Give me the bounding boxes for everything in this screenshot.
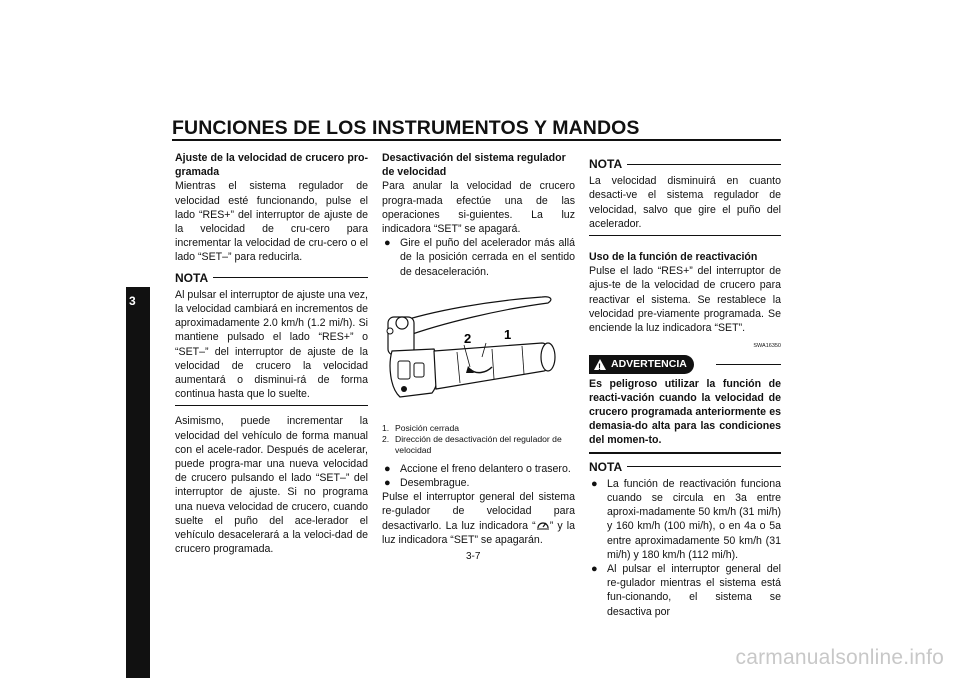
- list-item: ● Accione el freno delantero o trasero.: [384, 462, 571, 475]
- chapter-number: 3: [129, 294, 136, 308]
- note-header: [589, 157, 781, 171]
- note-rule: [627, 466, 781, 467]
- note-rule: [213, 277, 368, 278]
- reservoir-cap-shape: [396, 317, 408, 329]
- paragraph: Mientras el sistema regulador de velocidad esté funcionando, pulse el lado “RES+” del interruptor de ajuste de la velocidad de cru-cero para incrementar la velocidad de cru-cero o el lado “SET–” para reducirla.: [175, 180, 368, 264]
- bullet-icon: ●: [384, 462, 391, 475]
- bullet-icon: ●: [591, 563, 598, 576]
- page-title: FUNCIONES DE LOS INSTRUMENTOS Y MANDOS: [172, 117, 640, 139]
- cruise-indicator-icon: [536, 519, 550, 530]
- header-rule: [172, 139, 781, 141]
- paragraph: Asimismo, puede incrementar la velocidad del vehículo de forma manual con el acele-rador. Después de acelerar, puede progra-mar una nueva velocidad de crucero pulsando el lado “SET–” del interruptor de ajuste. Si no programa una nueva velocidad de crucero, cuando suelte el puño del ace-lerador el vehículo desacelerará a la veloci-dad de crucero programada.: [175, 415, 368, 556]
- bar-end-shape: [541, 343, 555, 371]
- warning-rule: [716, 364, 781, 365]
- bullet-icon: ●: [591, 477, 598, 490]
- middle-column: [382, 151, 575, 547]
- handlebar-illustration: [382, 293, 575, 421]
- note-end-rule: [589, 235, 781, 236]
- bullet-icon: ●: [384, 477, 391, 490]
- figure-caption: 1. Posición cerrada 2. Dirección de desactivación del regulador de velocidad: [382, 422, 562, 455]
- right-column: [589, 155, 781, 619]
- list-item: ● Desembrague.: [384, 477, 470, 490]
- bullet-icon: ●: [384, 237, 391, 250]
- switch-button-shape: [414, 363, 424, 377]
- switch-screw-shape: [401, 386, 407, 392]
- callout-number: 1: [504, 326, 512, 342]
- section-heading: Ajuste de la velocidad de crucero pro-gramada: [175, 152, 368, 179]
- switch-button-shape: [398, 361, 410, 379]
- list-item: ● La función de reactivación funciona cuando se circula en 3a entre aproxi-madamente 50 km/h (31 mi/h) y 160 km/h (100 mi/h), o en 4a o 5a entre aproximadamente 50 km/h (31 mi/h) y 180 km/h (112 mi/h).: [591, 477, 781, 561]
- warning-text: Es peligroso utilizar la función de reacti-vación cuando la velocidad de crucero programada anteriormente es demasia-do alta para las condiciones del momen-to.: [589, 377, 781, 447]
- note-rule: [627, 164, 781, 165]
- page-number: 3-7: [466, 551, 481, 562]
- paragraph: Pulse el lado “RES+” del interruptor de ajus-te de la velocidad de crucero para reactivar el sistema. Se restablece la velocidad pre-viamente programada. Se enciende la luz indicadora “SET”.: [589, 265, 781, 335]
- left-column: [175, 151, 368, 556]
- note-label: NOTA: [589, 157, 623, 171]
- note-label: NOTA: [175, 270, 209, 285]
- paragraph: Pulse el interruptor general del sistema re-gulador de velocidad para desactivarlo. La luz indicadora “ ” y la luz indicadora “SET” se apagarán.: [382, 491, 575, 546]
- note-header: [175, 271, 368, 285]
- callout-number: 2: [464, 330, 472, 346]
- watermark-link[interactable]: carmanualsonline.info: [735, 646, 944, 669]
- note-label: NOTA: [589, 459, 623, 474]
- chapter-tab: [126, 287, 150, 678]
- list-item: ● Gire el puño del acelerador más allá de la posición cerrada en el sentido de desaceleración.: [384, 237, 575, 278]
- warning-code: SWA16350: [753, 343, 781, 350]
- brake-lever-shape: [396, 297, 551, 337]
- warning-badge: ! ADVERTENCIA: [589, 355, 694, 373]
- list-item: ● Al pulsar el interruptor general del re-gulador mientras el sistema está fun-cionando, el sistema se desactiva por: [591, 563, 781, 618]
- paragraph: Para anular la velocidad de crucero progra-mada efectúe una de las operaciones si-guientes. La luz indicadora “SET” se apagará.: [382, 180, 575, 236]
- section-heading: Uso de la función de reactivación: [589, 251, 758, 264]
- note-text: La velocidad disminuirá en cuanto desacti-ve el sistema regulador de velocidad, salvo que gire el puño del acelerador.: [589, 175, 781, 230]
- mirror-mount-shape: [387, 328, 393, 334]
- warning-end-rule: [589, 452, 781, 454]
- note-end-rule: [175, 405, 368, 406]
- warning-header: [589, 355, 781, 373]
- note-header: [589, 460, 781, 474]
- warning-triangle-icon: !: [594, 359, 606, 370]
- note-text: Al pulsar el interruptor de ajuste una vez, la velocidad cambiará en incrementos de aproximadamente 2.0 km/h (1.2 mi/h). Si mantiene pulsado el lado “RES+” o “SET–” del interruptor de ajuste de la velocidad de crucero la velocidad aumentará o disminui-rá de forma continua hasta que lo suelte.: [175, 288, 368, 401]
- section-heading: Desactivación del sistema regulador de velocidad: [382, 152, 566, 179]
